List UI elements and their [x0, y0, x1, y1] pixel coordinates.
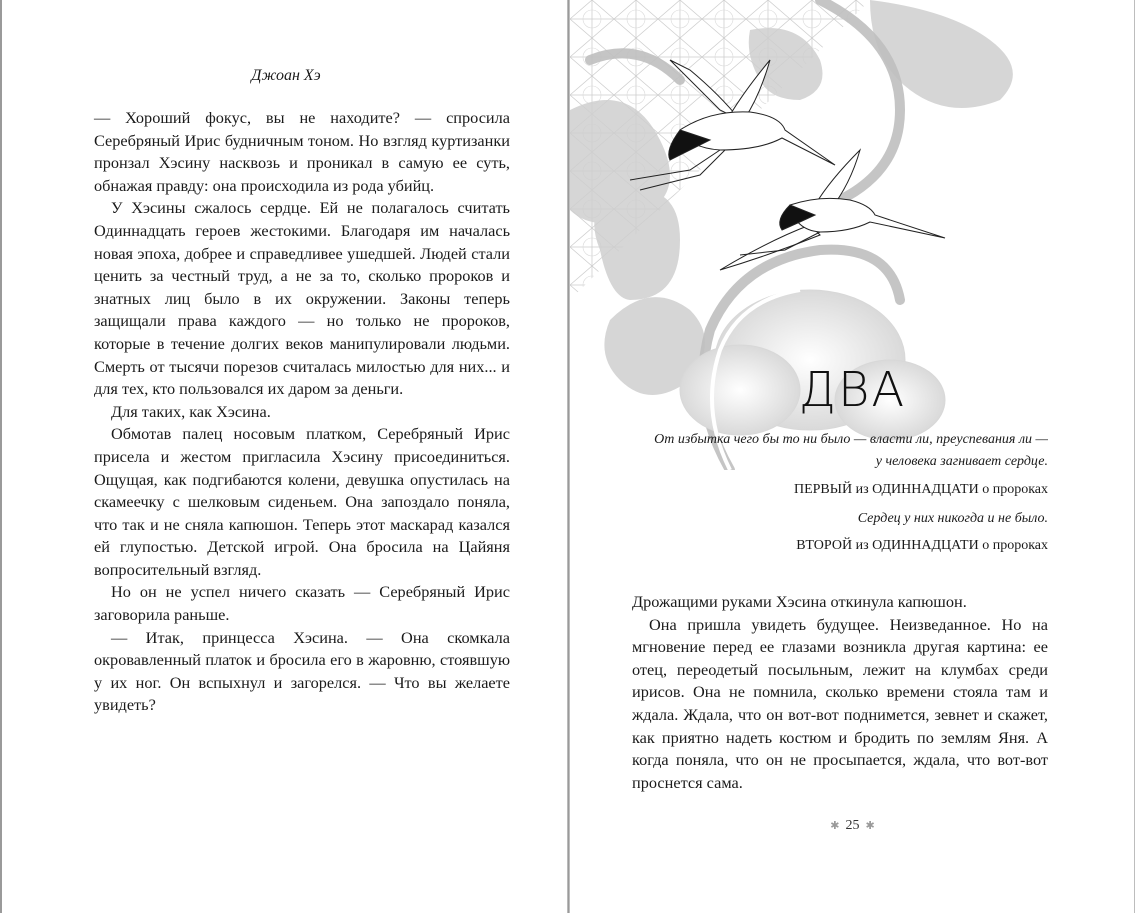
paragraph: — Хороший фокус, вы не находите? — спросила Серебряный Ирис будничным тоном. Но взгляд куртизанки пронзал Хэсину насквозь и проникал в самую ее суть, обнажая правду: она происходила из рода убийц.	[94, 108, 510, 195]
page-number-value: 25	[845, 818, 860, 833]
running-head: Джоан Хэ	[251, 67, 321, 84]
right-body-text	[632, 591, 1048, 794]
paragraph: Для таких, как Хэсина.	[111, 401, 271, 421]
chapter-title: ДВА	[798, 362, 907, 418]
paragraph: Обмотав палец носовым платком, Серебряный Ирис присела и жестом пригласила Хэсину присоединиться. Ощущая, как подгибаются колени, девушка опустилась на скамеечку с шелковым сиденьем. Она запоздало поняла, что так и не сняла капюшон. Теперь этот маскарад казался ей глупостью. Детской игрой. Она бросила на Цайяня вопросительный взгляд.	[94, 424, 510, 579]
paragraph: Дрожащими руками Хэсина откинула капюшон.	[632, 592, 967, 611]
paragraph: Она пришла увидеть будущее. Неизведанное. Но на мгновение перед ее глазами возникла другая картина: ее отец, переодетый посыльным, лежит на клумбах среди ирисов. Она не помнила, сколько времени стояла там и ждала. Ждала, что он вот-вот поднимется, зевнет и скажет, как приятно надеть костюм и бродить по землям Яня. А когда поняла, что он не просыпается, ждала, что вот-вот проснется сама.	[632, 614, 1048, 792]
epigraph-attribution-2: ВТОРОЙ из ОДИННАДЦАТИ о пророках	[796, 538, 1048, 553]
paragraph: У Хэсины сжалось сердце. Ей не полагалось считать Одиннадцать героев жестокими. Благодаря им началась новая эпоха, добрее и справедливее ушедшей. Людей стали ценить за честный труд, а не за то, сколько пророков и знатных лиц было в их окружении. Законы теперь защищали права каждого — но только не пророков, которые в течение долгих веков манипулировали людьми. Смерть от тысячи порезов считалась милостью для них... и для тех, кто пользовался их даром за деньги.	[94, 198, 510, 399]
epigraph-quote-2: Сердец у них никогда и не было.	[857, 511, 1048, 526]
ornament-star-icon: ✱	[865, 820, 875, 832]
epigraph-attribution-1: ПЕРВЫЙ из ОДИННАДЦАТИ о пророках	[793, 482, 1048, 497]
paragraph: — Итак, принцесса Хэсина. — Она скомкала окровавленный платок и бросила его в жаровню, стоявшую у их ног. Он вспыхнул и загорелся. — Что вы желаете увидеть?	[94, 627, 510, 715]
ornament-star-icon: ✱	[830, 820, 840, 832]
epigraph-quote-1: От избытка чего бы то ни было — власти ли, преуспевания ли — у человека загнивает сердце.	[654, 432, 1048, 469]
page-number	[570, 818, 1135, 834]
paragraph: Но он не успел ничего сказать — Серебряный Ирис заговорила раньше.	[94, 582, 510, 625]
right-page	[570, 0, 1135, 913]
left-body-text	[94, 107, 510, 717]
